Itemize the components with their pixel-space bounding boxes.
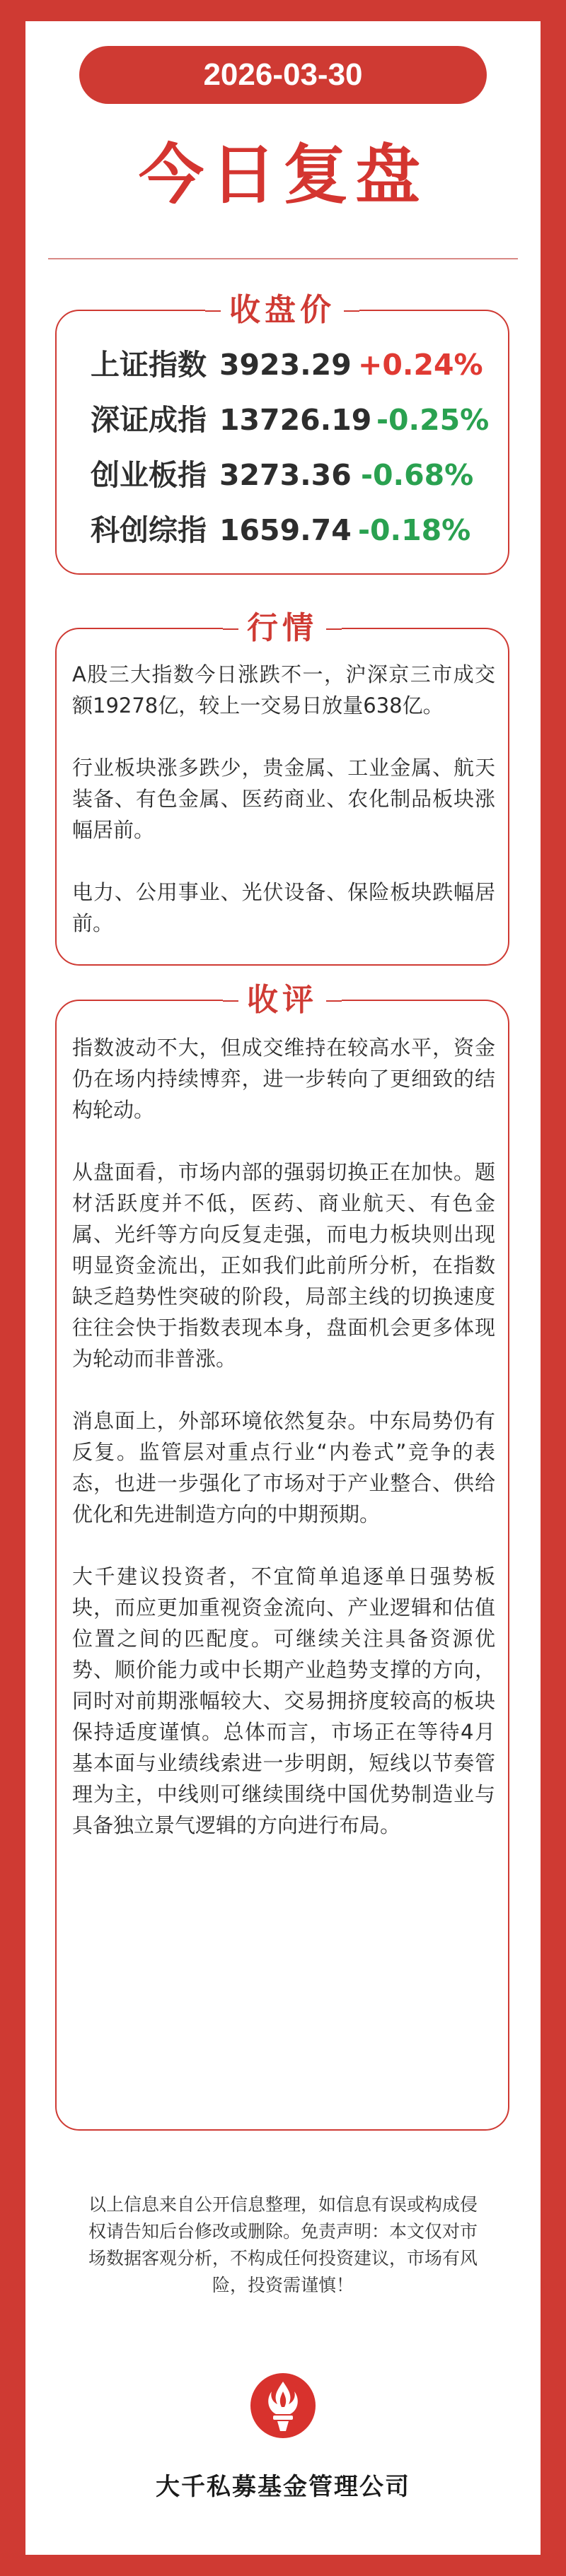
market-text	[72, 659, 495, 939]
market-paragraph: 电力、公用事业、光伏设备、保险板块跌幅居前。	[72, 880, 495, 935]
index-value: 1659.74	[219, 513, 352, 547]
page-title: 今日复盘	[138, 137, 427, 213]
index-value: 3923.29	[219, 348, 352, 382]
title-deco-right	[344, 310, 359, 312]
market-paragraph: A股三大指数今日涨跌不一，沪深京三市成交额19278亿，较上一交易日放量638亿。	[72, 662, 495, 718]
index-name: 科创综指	[91, 513, 207, 547]
review-paragraph: 指数波动不大，但成交维持在较高水平，资金仍在场内持续博弈，进一步转向了更细致的结构轮动。	[72, 1036, 495, 1122]
index-row-star	[57, 509, 508, 551]
review-title: 收评	[223, 980, 342, 1021]
market-title: 行情	[223, 608, 342, 649]
review-paragraph: 大千建议投资者，不宜简单追逐单日强势板块，而应更加重视资金流向、产业逻辑和估值位置之间的匹配度。可继续关注具备资源优势、顺价能力或中长期产业趋势支撑的方向，同时对前期涨幅较大、交易拥挤度较高的板块保持适度谨慎。总体而言，市场正在等待4月基本面与业绩线索进一步明朗，短线以节奏管理为主，中线则可继续围绕中国优势制造业与具备独立景气逻辑的方向进行布局。	[72, 1564, 495, 1837]
index-change: +0.24%	[358, 348, 483, 382]
title-deco-left	[223, 628, 238, 630]
torch-flame-logo-icon	[249, 2372, 317, 2440]
index-name: 创业板指	[91, 458, 207, 492]
index-value: 3273.36	[219, 458, 352, 492]
index-row-chinext	[57, 454, 508, 496]
title-deco-left	[205, 310, 221, 312]
review-paragraph: 消息面上，外部环境依然复杂。中东局势仍有反复。监管层对重点行业“内卷式”竞争的表态，也进一步强化了市场对于产业整合、供给优化和先进制造方向的中期预期。	[72, 1409, 495, 1526]
index-row-shenzhen	[57, 399, 508, 441]
review-card	[55, 982, 509, 2131]
close-price-card	[55, 292, 509, 575]
review-text	[72, 1032, 495, 1841]
index-name: 深证成指	[91, 403, 207, 437]
close-price-title: 收盘价	[205, 290, 359, 331]
index-change: -0.25%	[376, 403, 490, 437]
market-card	[55, 610, 509, 966]
company-name: 大千私募基金管理公司	[156, 2473, 410, 2501]
index-name: 上证指数	[91, 348, 207, 382]
review-paragraph: 从盘面看，市场内部的强弱切换正在加快。题材活跃度并不低，医药、商业航天、有色金属、光纤等方向反复走强，而电力板块则出现明显资金流出，正如我们此前所分析，在指数缺乏趋势性突破的阶段，局部主线的切换速度往往会快于指数表现本身，盘面机会更多体现为轮动而非普涨。	[72, 1160, 495, 1371]
title-deco-left	[223, 1000, 238, 1002]
index-row-shanghai	[57, 344, 508, 386]
disclaimer-text: 以上信息来自公开信息整理，如信息有误或构成侵权请告知后台修改或删除。免责声明：本文仅对市场数据客观分析，不构成任何投资建议，市场有风险，投资需谨慎！	[88, 2194, 478, 2295]
title-deco-right	[326, 628, 342, 630]
index-value: 13726.19	[219, 403, 372, 437]
title-divider	[48, 258, 518, 259]
index-change: -0.18%	[358, 513, 471, 547]
title-deco-right	[326, 1000, 342, 1002]
date-badge: 2026-03-30	[79, 46, 487, 104]
index-change: -0.68%	[361, 458, 474, 492]
market-paragraph: 行业板块涨多跌少，贵金属、工业金属、航天装备、有色金属、医药商业、农化制品板块涨幅居前。	[72, 756, 495, 842]
